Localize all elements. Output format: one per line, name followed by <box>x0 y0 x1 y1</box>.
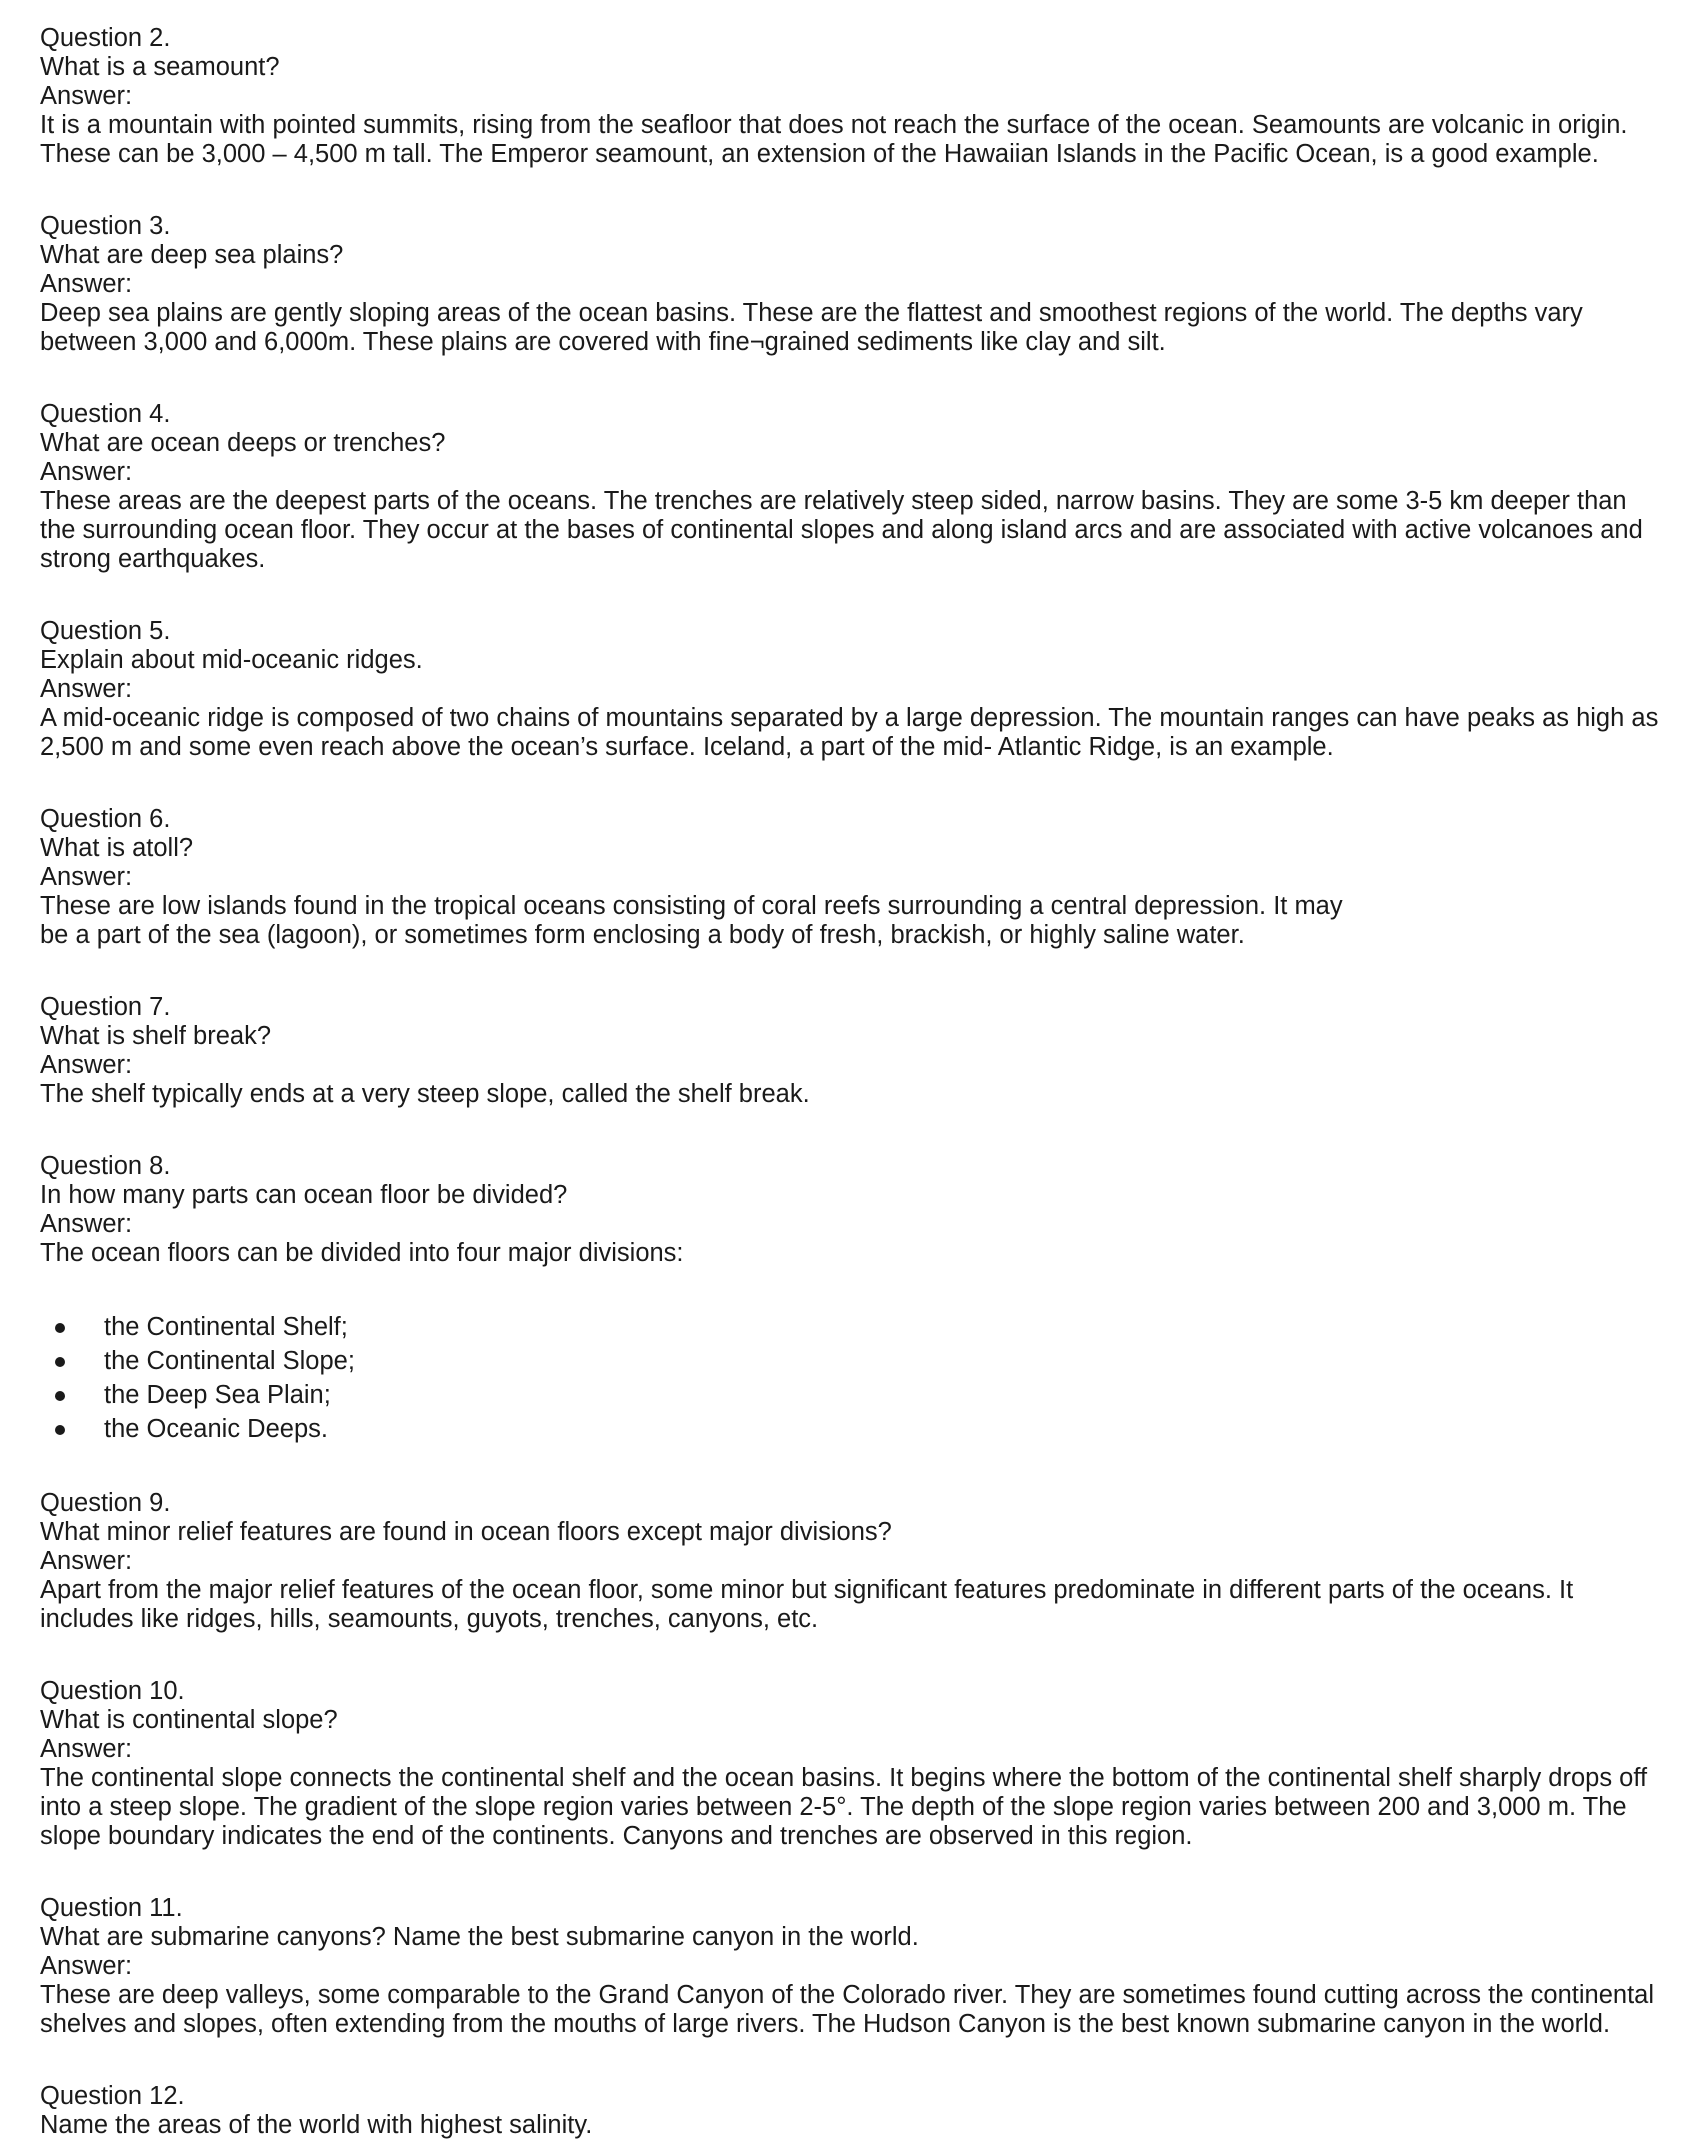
question-text: What are ocean deeps or trenches? <box>40 429 446 457</box>
question-heading: Question 5. <box>40 617 171 645</box>
question-heading: Question 2. <box>40 24 171 52</box>
question-text: What are deep sea plains? <box>40 241 344 269</box>
qa-block-9 <box>40 1489 1660 1634</box>
answer-text: It is a mountain with pointed summits, rising from the seafloor that does not reach the surface of the ocean. Seamounts are volcanic in origin. These can be 3,000 – 4,500 m tall. The Emperor seamount, an extension of the Hawaiian Islands in the Pacific Ocean, is a good example. <box>40 111 1628 168</box>
answer-text-line-1: These are low islands found in the tropical oceans consisting of coral reefs surrounding a central depression. It may <box>40 892 1343 920</box>
question-heading: Question 10. <box>40 1677 185 1705</box>
qa-block-8 <box>40 1152 1660 1446</box>
answer-text: Apart from the major relief features of the ocean floor, some minor but significant features predominate in different parts of the oceans. It includes like ridges, hills, seamounts, guyots, trenches, canyons, etc. <box>40 1576 1574 1633</box>
answer-text: The shelf typically ends at a very steep slope, called the shelf break. <box>40 1080 810 1108</box>
question-heading: Question 9. <box>40 1489 171 1517</box>
qa-block-10 <box>40 1677 1660 1851</box>
question-text: What is atoll? <box>40 834 194 862</box>
question-text: In how many parts can ocean floor be divided? <box>40 1181 568 1209</box>
qa-block-6 <box>40 805 1660 950</box>
answer-text: These are deep valleys, some comparable to the Grand Canyon of the Colorado river. They are sometimes found cutting across the continental shelves and slopes, often extending from the mouths of large rivers. The Hudson Canyon is the best known submarine canyon in the world. <box>40 1981 1654 2038</box>
qa-block-3 <box>40 212 1660 357</box>
question-text: What is continental slope? <box>40 1706 338 1734</box>
answer-text: Deep sea plains are gently sloping areas of the ocean basins. These are the flattest and smoothest regions of the world. The depths vary between 3,000 and 6,000m. These plains are covered with fine¬grained sediments like clay and silt. <box>40 299 1583 356</box>
answer-text: The ocean floors can be divided into four major divisions: <box>40 1239 684 1267</box>
question-text: What is shelf break? <box>40 1022 272 1050</box>
list-item: the Continental Shelf; <box>40 1310 1660 1344</box>
answer-label: Answer: <box>40 1210 133 1238</box>
answer-label: Answer: <box>40 458 133 486</box>
question-heading: Question 3. <box>40 212 171 240</box>
qa-block-5 <box>40 617 1660 762</box>
answer-label: Answer: <box>40 270 133 298</box>
question-text: Explain about mid-oceanic ridges. <box>40 646 423 674</box>
answer-text: A mid-oceanic ridge is composed of two chains of mountains separated by a large depression. The mountain ranges can have peaks as high as 2,500 m and some even reach above the ocean’s surface. Iceland, a part of the mid- Atlantic Ridge, is an example. <box>40 704 1659 761</box>
question-text: What are submarine canyons? Name the best submarine canyon in the world. <box>40 1923 919 1951</box>
answer-label: Answer: <box>40 863 133 891</box>
answer-text-line-2: be a part of the sea (lagoon), or sometimes form enclosing a body of fresh, brackish, or highly saline water. <box>40 921 1245 949</box>
answer-label: Answer: <box>40 1547 133 1575</box>
qa-block-2 <box>40 24 1660 169</box>
qa-block-11 <box>40 1894 1660 2039</box>
question-heading: Question 6. <box>40 805 171 833</box>
question-text: What is a seamount? <box>40 53 280 81</box>
question-text: Name the areas of the world with highest salinity. <box>40 2111 593 2139</box>
answer-text: The continental slope connects the continental shelf and the ocean basins. It begins where the bottom of the continental shelf sharply drops off into a steep slope. The gradient of the slope region varies between 2-5°. The depth of the slope region varies between 200 and 3,000 m. The slope boundary indicates the end of the continents. Canyons and trenches are observed in this region. <box>40 1764 1648 1850</box>
question-heading: Question 11. <box>40 1894 183 1922</box>
answer-label: Answer: <box>40 1051 133 1079</box>
divisions-list <box>40 1310 1660 1446</box>
question-text: What minor relief features are found in ocean floors except major divisions? <box>40 1518 892 1546</box>
list-item: the Deep Sea Plain; <box>40 1378 1660 1412</box>
question-heading: Question 12. <box>40 2082 185 2110</box>
answer-label: Answer: <box>40 1952 133 1980</box>
answer-text: These areas are the deepest parts of the oceans. The trenches are relatively steep sided, narrow basins. They are some 3-5 km deeper than the surrounding ocean floor. They occur at the bases of continental slopes and along island arcs and are associated with active volcanoes and strong earthquakes. <box>40 487 1643 573</box>
answer-label: Answer: <box>40 675 133 703</box>
answer-label: Answer: <box>40 82 133 110</box>
list-item: the Oceanic Deeps. <box>40 1412 1660 1446</box>
list-item: the Continental Slope; <box>40 1344 1660 1378</box>
answer-label: Answer: <box>40 1735 133 1763</box>
question-heading: Question 8. <box>40 1152 171 1180</box>
qa-block-4 <box>40 400 1660 574</box>
question-heading: Question 4. <box>40 400 171 428</box>
question-heading: Question 7. <box>40 993 171 1021</box>
qa-block-7 <box>40 993 1660 1109</box>
qa-block-12 <box>40 2082 1660 2140</box>
